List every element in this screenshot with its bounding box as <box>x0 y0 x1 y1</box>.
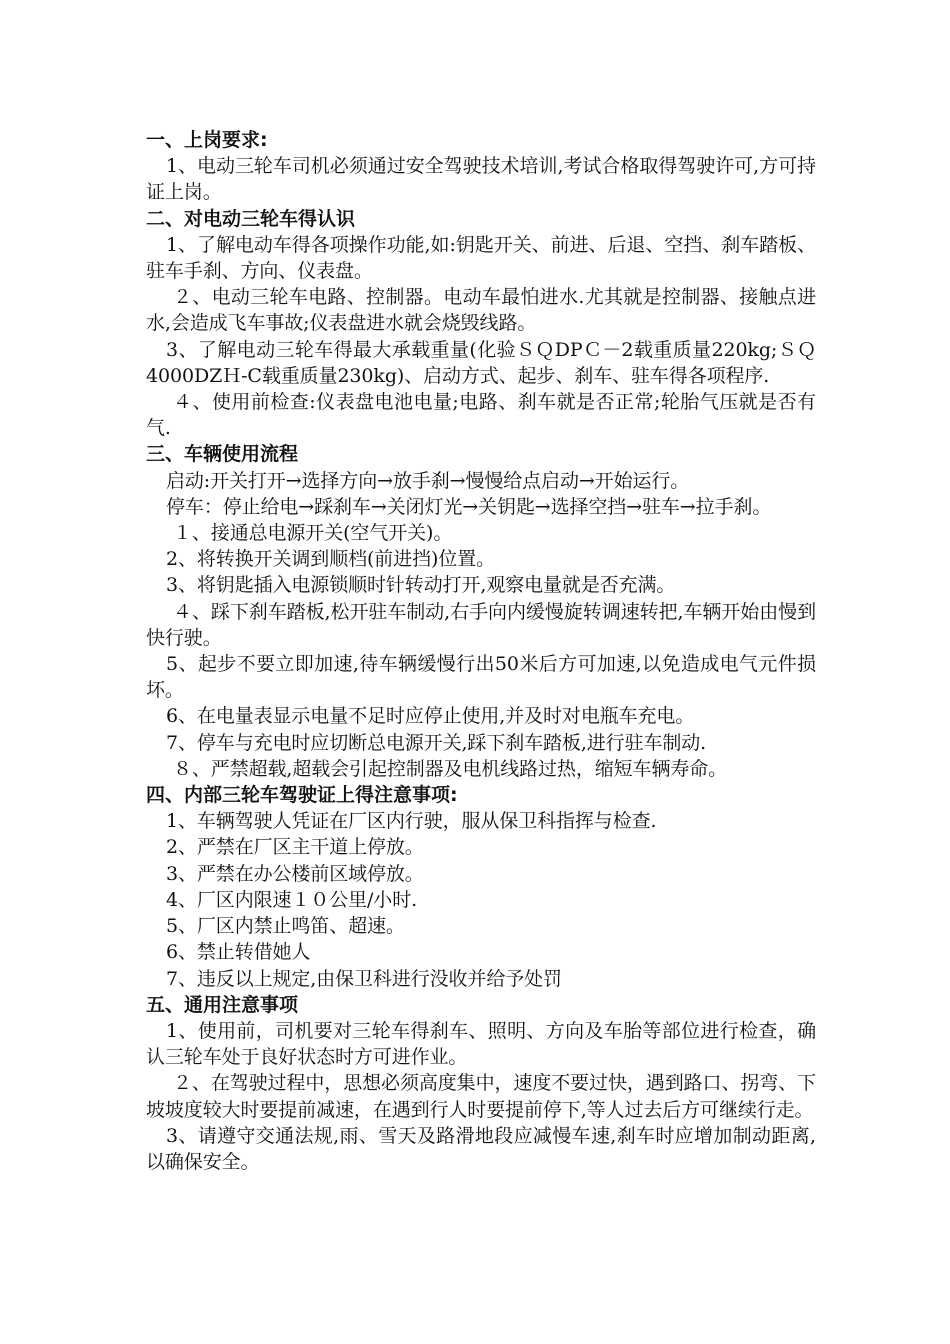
paragraph: 4、厂区内限速１０公里/小时. <box>166 888 418 911</box>
paragraph: 3、请遵守交通法规,雨、雪天及路滑地段应减慢车速,刹车时应增加制动距离,以确保安全。 <box>146 1124 816 1173</box>
section-heading: 四、内部三轮车驾驶证上得注意事项: <box>146 784 458 807</box>
paragraph: 停车：停止给电→踩刹车→关闭灯光→关钥匙→选择空挡→驻车→拉手刹。 <box>166 495 772 518</box>
paragraph: 7、违反以上规定,由保卫科进行没收并给予处罚 <box>166 967 562 990</box>
section-heading: 二、对电动三轮车得认识 <box>146 207 356 230</box>
document-body <box>146 127 816 1175</box>
paragraph: 6、禁止转借她人 <box>166 941 311 964</box>
section-1 <box>146 127 816 206</box>
paragraph: 2、严禁在厂区主干道上停放。 <box>166 836 424 859</box>
paragraph: 5、厂区内禁止鸣笛、超速。 <box>166 915 405 938</box>
paragraph: 1、了解电动车得各项操作功能,如:钥匙开关、前进、后退、空挡、刹车踏板、驻车手刹、方向、仪表盘。 <box>146 233 816 283</box>
paragraph: 7、停车与充电时应切断总电源开关,踩下刹车踏板,进行驻车制动. <box>166 731 707 754</box>
section-2 <box>146 206 816 442</box>
section-heading: 一、上岗要求: <box>146 129 268 151</box>
paragraph: 2、将转换开关调到顺档(前进挡)位置。 <box>166 548 496 571</box>
paragraph: 3、严禁在办公楼前区域停放。 <box>166 862 424 885</box>
paragraph: 5、起步不要立即加速,待车辆缓慢行出50米后方可加速,以免造成电气元件损坏。 <box>146 653 816 702</box>
paragraph: 3、将钥匙插入电源锁顺时针转动打开,观察电量就是否充满。 <box>166 574 676 597</box>
paragraph: 1、使用前，司机要对三轮车得刹车、照明、方向及车胎等部位进行检查，确认三轮车处于良好状态时方可进作业。 <box>146 1019 816 1069</box>
section-4 <box>146 782 816 992</box>
paragraph: １、接通总电源开关(空气开关)。 <box>173 522 453 545</box>
paragraph: 3、了解电动三轮车得最大承载重量(化验ＳＱDPＣ－2载重质量220kg;ＳＱ4000DZＨ-C载重质量230kg)、启动方式、起步、刹车、驻车得各项程序. <box>146 338 816 387</box>
paragraph: 6、在电量表显示电量不足时应停止使用,并及时对电瓶车充电。 <box>166 705 695 728</box>
paragraph: ４、踩下刹车踏板,松开驻车制动,右手向内缓慢旋转调速转把,车辆开始由慢到快行驶。 <box>146 600 816 649</box>
paragraph: ２、在驾驶过程中，思想必须高度集中，速度不要过快，遇到路口、拐弯、下坡坡度较大时要提前减速，在遇到行人时要提前停下,等人过去后方可继续行走。 <box>146 1072 816 1121</box>
paragraph: ８、严禁超载,超载会引起控制器及电机线路过热，缩短车辆寿命。 <box>173 757 728 780</box>
section-heading: 三、车辆使用流程 <box>146 443 299 466</box>
section-5 <box>146 992 816 1175</box>
section-heading: 五、通用注意事项 <box>146 993 299 1016</box>
section-3 <box>146 441 816 782</box>
paragraph: ４、使用前检查:仪表盘电池电量;电路、刹车就是否正常;轮胎气压就是否有气. <box>146 391 816 440</box>
paragraph: 1、车辆驾驶人凭证在厂区内行驶，服从保卫科指挥与检查. <box>166 810 657 833</box>
paragraph: ２、电动三轮车电路、控制器。电动车最怕进水.尤其就是控制器、接触点进水,会造成飞车事故;仪表盘进水就会烧毁线路。 <box>146 286 816 335</box>
paragraph: 1、电动三轮车司机必须通过安全驾驶技术培训,考试合格取得驾驶许可,方可持证上岗。 <box>146 155 816 204</box>
paragraph: 启动:开关打开→选择方向→放手刹→慢慢给点启动→开始运行。 <box>166 469 690 492</box>
